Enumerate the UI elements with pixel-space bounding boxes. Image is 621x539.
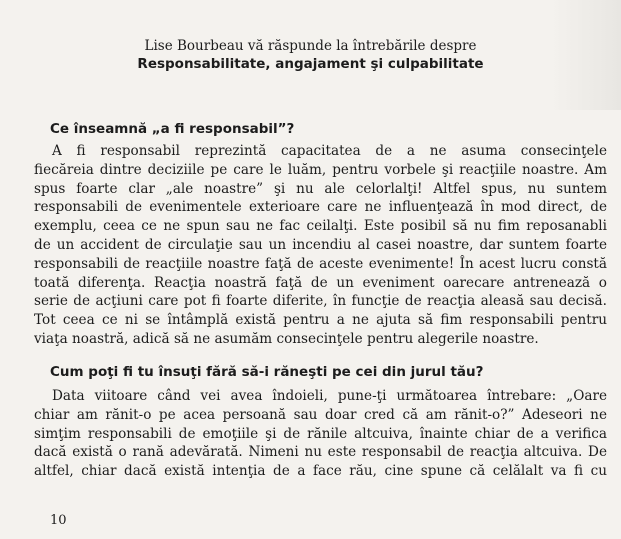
text-line: chiar am rănit-o pe acea persoană sau doar cred că am rănit-o?” Adeseori ne: [34, 406, 607, 423]
section-1-paragraph: [34, 142, 607, 349]
header-line-1: Lise Bourbeau vă răspunde la întrebările despre: [144, 38, 477, 54]
text-line: viaţa noastră, adică să ne asumăm consecinţele pentru alegerile noastre.: [34, 330, 539, 347]
text-line: de un accident de circulaţie sau un incendiu al casei noastre, dar suntem foarte: [34, 236, 607, 253]
section-1-question: Ce înseamnă „a fi responsabil”?: [50, 121, 295, 137]
text-line: A fi responsabil reprezintă capacitatea de a ne asuma consecinţele: [52, 143, 607, 159]
text-line: Data viitoare când vei avea îndoieli, pune-ţi următoarea întrebare: „Oare: [52, 388, 607, 404]
text-line: responsabili de reacţiile noastre faţă de aceste evenimente! În acest lucru constă: [34, 255, 607, 272]
facing-page-bleed: [551, 0, 621, 110]
text-line: responsabili de evenimentele exterioare care ne influenţează în mod direct, de: [34, 199, 607, 216]
text-line: toată diferenţa. Reacţia noastră faţă de un eveniment oarecare antrenează o: [34, 274, 607, 291]
page-number: 10: [50, 513, 67, 528]
header-line-2: Responsabilitate, angajament şi culpabilitate: [137, 56, 484, 72]
text-line: serie de acţiuni care pot fi foarte diferite, în funcţie de reacţia aleasă sau decisă.: [34, 293, 607, 310]
text-line: simţim responsabili de emoţiile şi de rănile altcuiva, înainte chiar de a verifica: [34, 425, 607, 442]
text-line: fiecăreia dintre deciziile pe care le luăm, pentru vorbele şi reacţiile noastre. Am: [34, 161, 607, 178]
section-2-question: Cum poţi fi tu însuţi fără să-i răneşti pe cei din jurul tău?: [50, 364, 484, 380]
text-line: spus foarte clar „ale noastre” şi nu ale celorlalţi! Altfel spus, nu suntem: [34, 180, 607, 197]
section-2-paragraph: [34, 387, 607, 481]
text-line: altfel, chiar dacă există intenţia de a face rău, cine spune că celălalt va fi cu: [34, 463, 607, 480]
text-line: dacă există o rană adevărată. Nimeni nu este responsabil de reacţia altcuiva. De: [34, 444, 607, 461]
text-line: Tot ceea ce ni se întâmplă există pentru a ne ajuta să fim responsabili pentru: [34, 312, 607, 329]
text-line: exemplu, ceea ce ne spun sau ne fac ceilalţi. Este posibil să nu fim reposanabli: [34, 218, 607, 235]
